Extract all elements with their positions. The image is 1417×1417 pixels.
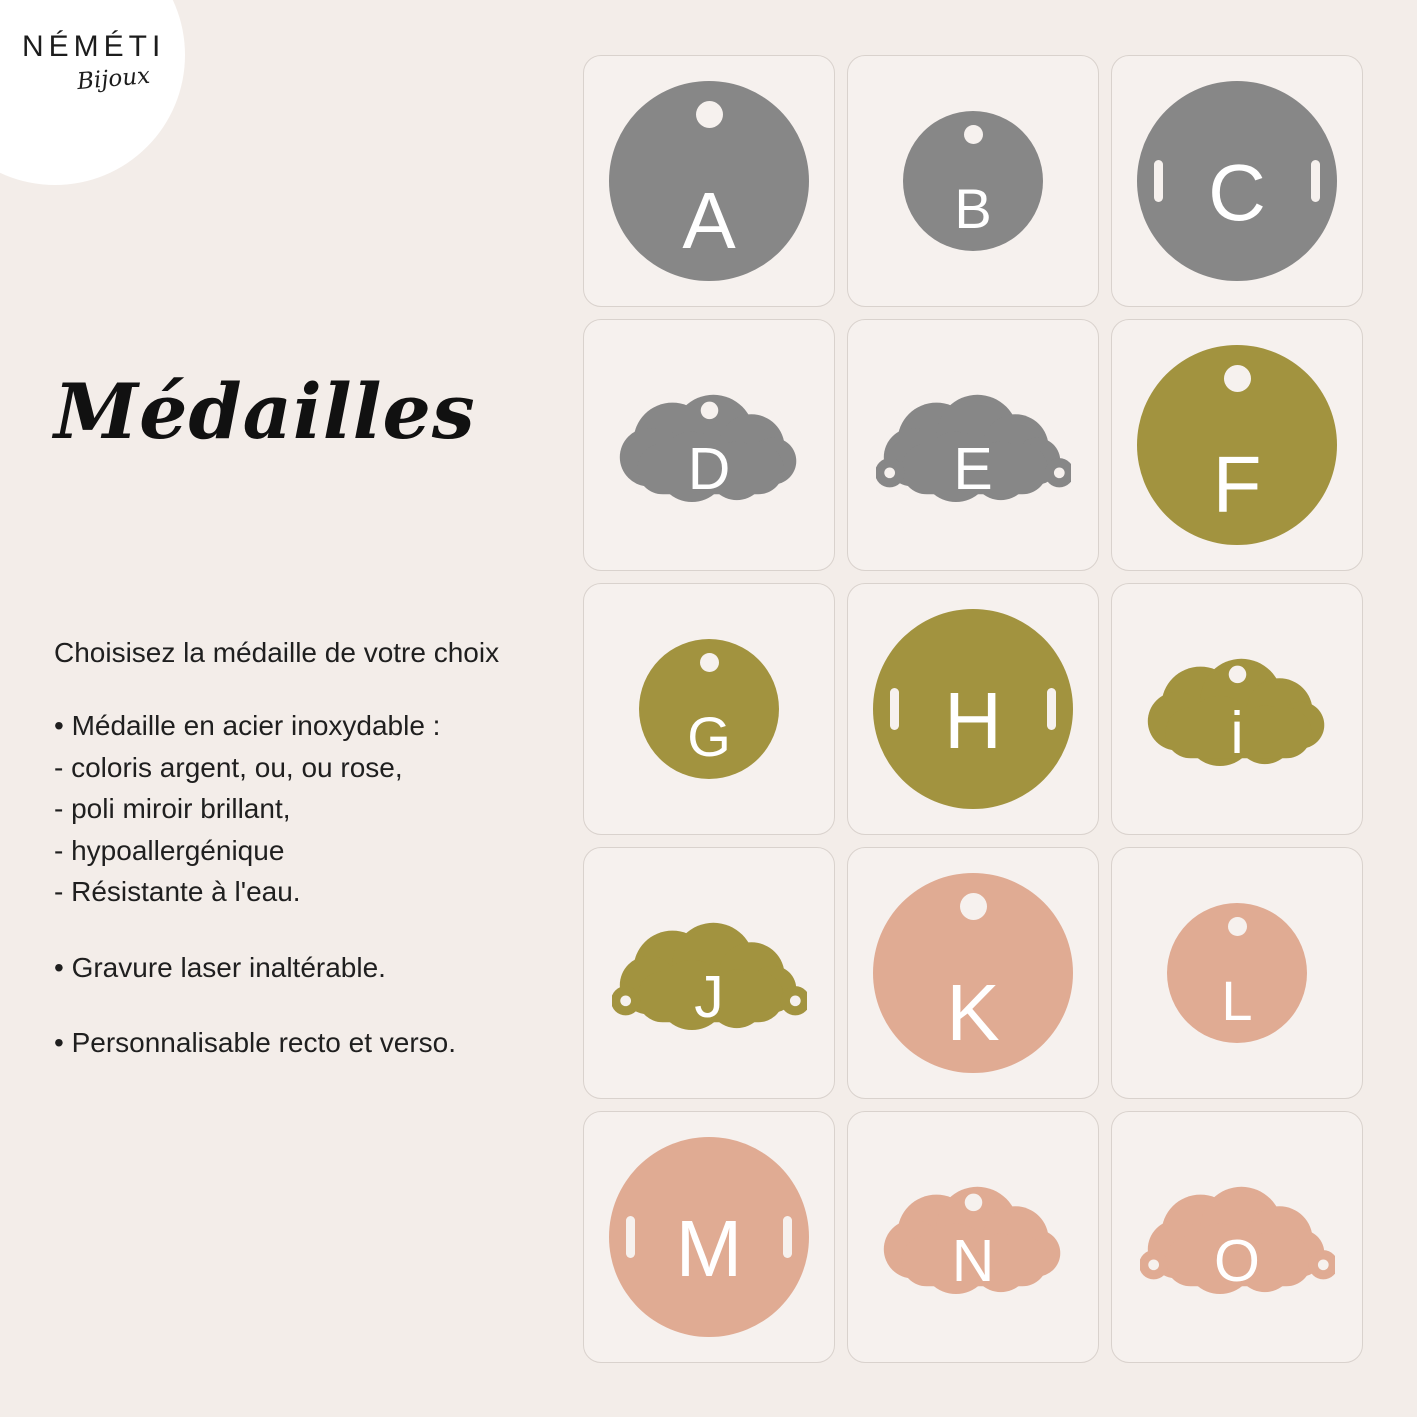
medal-cell[interactable] xyxy=(583,55,835,307)
feature-item: - coloris argent, ou, ou rose, xyxy=(54,751,403,783)
medal-cell[interactable] xyxy=(847,583,1099,835)
medal-hole xyxy=(696,101,723,128)
medal-cell[interactable] xyxy=(583,583,835,835)
feature-item: - poli miroir brillant, xyxy=(54,793,291,825)
medal-letter: E xyxy=(953,435,993,502)
medal-j[interactable] xyxy=(612,913,807,1034)
medal-slot xyxy=(890,688,899,730)
medal-cell[interactable] xyxy=(583,1111,835,1363)
medal-grid xyxy=(583,55,1363,1363)
feature-personalisation: • Personnalisable recto et verso. xyxy=(54,1027,457,1059)
feature-item: - hypoallergénique xyxy=(54,834,285,866)
medal-slot xyxy=(783,1216,792,1258)
medal-slot xyxy=(626,1216,635,1258)
medal-letter: K xyxy=(946,968,1000,1057)
left-column xyxy=(54,367,554,1063)
medal-cell[interactable] xyxy=(1111,583,1363,835)
medal-letter: J xyxy=(694,963,724,1030)
medal-letter: L xyxy=(1221,969,1253,1032)
medal-o[interactable] xyxy=(1140,1177,1335,1298)
feature-item: • Médaille en acier inoxydable : xyxy=(54,710,441,742)
medal-hole xyxy=(964,125,983,144)
medal-n[interactable] xyxy=(876,1177,1071,1298)
medal-slot xyxy=(1154,160,1163,202)
medal-letter: B xyxy=(954,177,992,240)
medal-b[interactable] xyxy=(903,111,1043,251)
brand-logo-text xyxy=(22,30,232,96)
medal-cell[interactable] xyxy=(583,319,835,571)
medal-letter: A xyxy=(682,176,736,265)
medal-letter: G xyxy=(687,705,731,768)
medal-i[interactable] xyxy=(1140,649,1335,770)
brand-subtitle: Bijoux xyxy=(76,62,152,96)
medal-c[interactable] xyxy=(1137,81,1337,281)
medal-cell[interactable] xyxy=(1111,847,1363,1099)
medal-letter: O xyxy=(1214,1227,1260,1294)
medal-slot xyxy=(1047,688,1056,730)
medal-hole xyxy=(960,893,987,920)
medal-letter: D xyxy=(687,435,731,502)
medal-cell[interactable] xyxy=(1111,1111,1363,1363)
medal-g[interactable] xyxy=(639,639,779,779)
medal-m[interactable] xyxy=(609,1137,809,1337)
medal-l[interactable] xyxy=(1167,903,1307,1043)
medal-h[interactable] xyxy=(873,609,1073,809)
feature-engraving: • Gravure laser inaltérable. xyxy=(54,951,386,983)
medal-cell[interactable] xyxy=(1111,55,1363,307)
medal-cell[interactable] xyxy=(847,847,1099,1099)
medal-cell[interactable] xyxy=(847,1111,1099,1363)
medal-hole xyxy=(700,653,719,672)
medal-cell[interactable] xyxy=(583,847,835,1099)
medal-letter: N xyxy=(951,1227,995,1294)
medal-e[interactable] xyxy=(876,385,1071,506)
medal-a[interactable] xyxy=(609,81,809,281)
medal-letter: F xyxy=(1212,440,1262,529)
feature-list xyxy=(54,705,554,912)
feature-item: - Résistante à l'eau. xyxy=(54,876,301,908)
medal-letter: i xyxy=(1230,699,1244,766)
medal-slot xyxy=(1311,160,1320,202)
page-title: Médailles xyxy=(54,367,476,456)
medal-hole xyxy=(1224,365,1251,392)
medal-d[interactable] xyxy=(612,385,807,506)
intro-text: Choisisez la médaille de votre choix xyxy=(54,636,500,668)
medal-hole xyxy=(1228,917,1247,936)
medal-letter: C xyxy=(1208,148,1266,237)
brand-name: NÉMÉTI xyxy=(22,30,166,63)
medal-k[interactable] xyxy=(873,873,1073,1073)
medal-cell[interactable] xyxy=(847,55,1099,307)
medal-cell[interactable] xyxy=(847,319,1099,571)
medal-cell[interactable] xyxy=(1111,319,1363,571)
medal-letter: M xyxy=(675,1204,743,1293)
medal-letter: H xyxy=(944,676,1002,765)
medal-f[interactable] xyxy=(1137,345,1337,545)
